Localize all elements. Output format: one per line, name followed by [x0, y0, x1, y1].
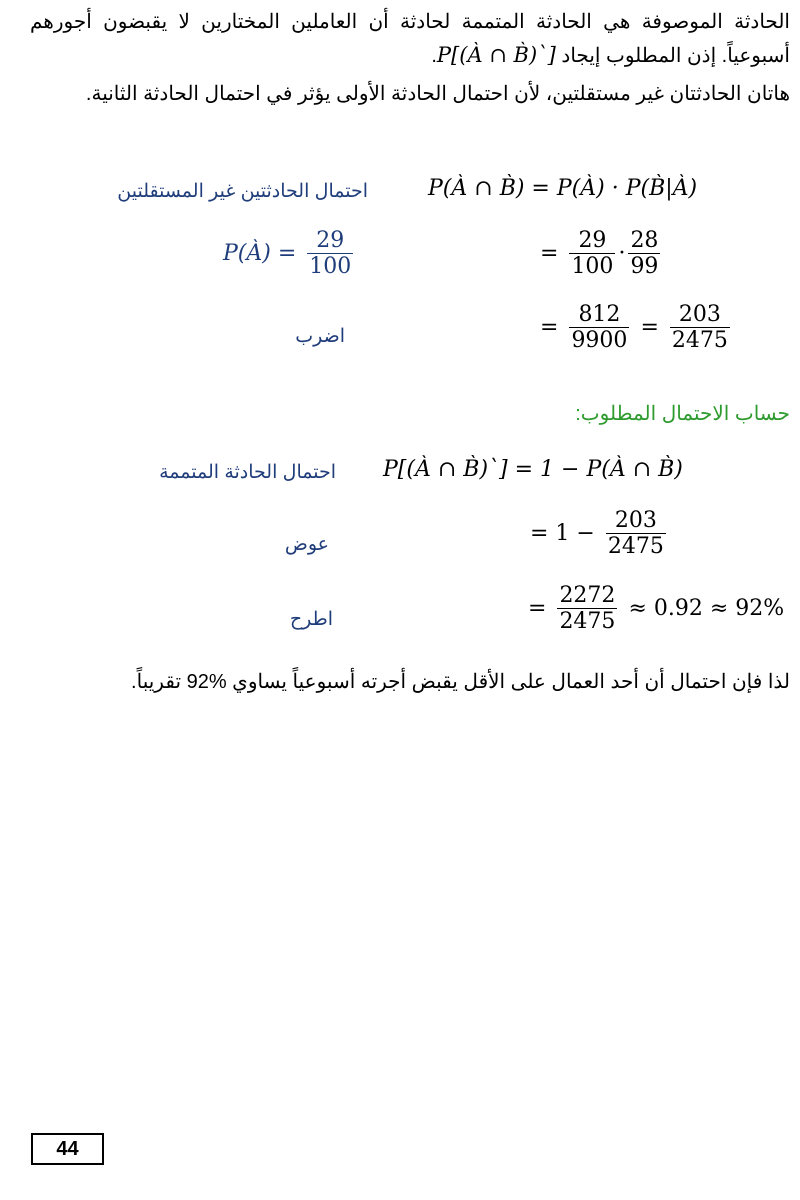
eq-dependent-product-text: P(À ∩ B̀) = P(À) · P(B̀|À): [428, 176, 698, 201]
fraction-203-2475-sub: $\frac{203}{2475}$: [607, 508, 664, 560]
eq-subtract-result: = $\frac{2272}{2475}$ ≈ 0.92 ≈ 92%: [528, 583, 785, 635]
note-substitute: عوض: [284, 534, 329, 555]
approx-result: ≈ 0.92 ≈ 92%: [628, 596, 785, 622]
intro-period: .: [431, 45, 437, 67]
eq-dependent-product: [428, 176, 697, 201]
eq-complement-rule: [383, 457, 683, 482]
eq-substitute-fractions: = $\frac{29}{100}$ · $\frac{28}{99}$: [540, 228, 659, 280]
fraction-203-2475: $\frac{203}{2475}$: [671, 302, 728, 354]
eq-complement-rule-text: P[(À ∩ B̀)`] = 1 − P(À ∩ B̀): [383, 457, 683, 482]
complement-expression: P[(À ∩ B̀)`]: [436, 43, 556, 67]
fraction-note-29-100: $\frac{29}{100}$: [309, 228, 352, 280]
fraction-2272-2475: $\frac{2272}{2475}$: [559, 583, 616, 635]
conclusion-paragraph: لذا فإن احتمال أن أحد العمال على الأقل يقبض أجرته أسبوعياً يساوي %92 تقريباً.: [131, 671, 790, 693]
intro-text: الحادثة الموصوفة هي الحادثة المتممة لحادثة أن العاملين المختارين لا يقبضون أجورهم أسبوعياً. إذن المطلوب إيجاد: [30, 11, 790, 67]
note-subtract: اطرح: [289, 609, 333, 630]
note-complement-event: احتمال الحادثة المتممة: [159, 462, 336, 483]
fraction-29-100: $\frac{29}{100}$: [571, 228, 614, 280]
section-heading: حساب الاحتمال المطلوب:: [575, 403, 790, 425]
page-number-box: [31, 1133, 104, 1165]
note-multiply: اضرب: [295, 326, 345, 347]
fraction-812-9900: $\frac{812}{9900}$: [571, 302, 628, 354]
intro-paragraph: [30, 6, 790, 73]
eq-substitute: = 1 − $\frac{203}{2475}$: [530, 508, 664, 560]
note-dependent-events: احتمال الحادثتين غير المستقلتين: [117, 181, 368, 202]
dependence-paragraph: هاتان الحادثتان غير مستقلتين، لأن احتمال الحادثة الأولى يؤثر في احتمال الحادثة الثانية.: [85, 83, 790, 105]
note-p-a-value: P(À) = $\frac{29}{100}$: [223, 228, 352, 280]
fraction-28-99: $\frac{28}{99}$: [630, 228, 659, 280]
page-number: 44: [56, 1137, 79, 1160]
eq-multiply-result: = $\frac{812}{9900}$ = $\frac{203}{2475}$: [540, 302, 728, 354]
